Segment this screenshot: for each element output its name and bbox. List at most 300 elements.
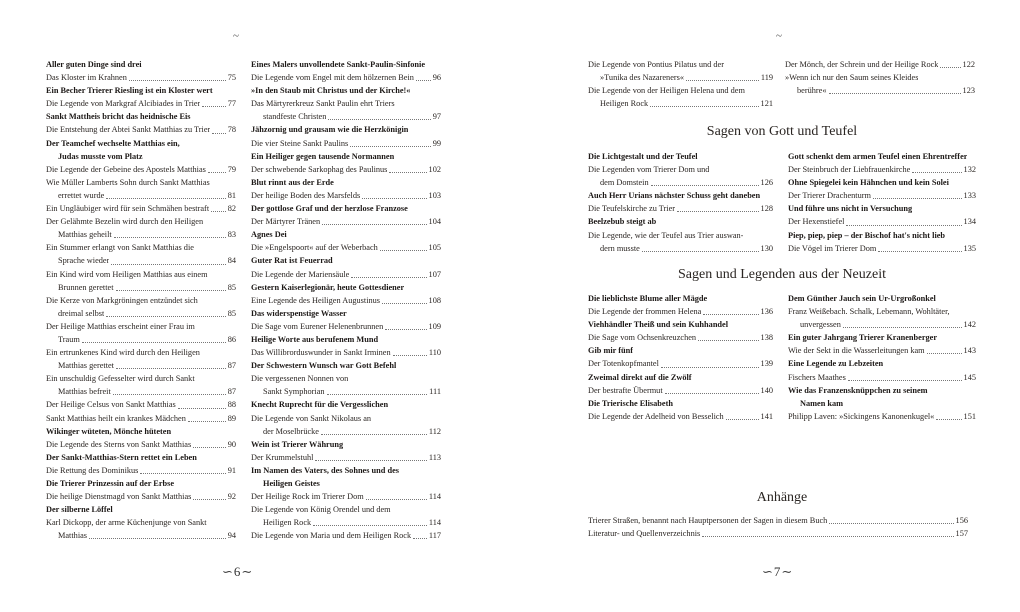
toc-page-number: 157 [955, 529, 968, 539]
toc-page-number: 84 [227, 256, 236, 266]
toc-entry-title: Die Rettung des Dominikus [46, 465, 139, 475]
dot-leader [848, 380, 962, 381]
toc-heading [588, 371, 773, 384]
dot-leader [385, 329, 426, 330]
toc-entry-title: Ein unschuldig Gefesselter wird durch Sankt [46, 374, 195, 384]
toc-heading [46, 84, 236, 97]
toc-entry [588, 305, 773, 318]
toc-entry-title: Der Gelähmte Bezelin wird durch den Heiligen [46, 217, 204, 227]
dot-leader [351, 277, 426, 278]
toc-entry-title: Die Legende von Maria und dem Heiligen Rock [251, 531, 412, 541]
section-title: Anhänge [756, 490, 808, 505]
toc-entry [588, 357, 773, 370]
dot-leader [413, 538, 427, 539]
toc-entry [788, 305, 976, 318]
toc-entry-title: Der Steinbruch der Liebfrauenkirche [788, 165, 911, 175]
toc-page-number: 79 [227, 164, 236, 174]
toc-entry-title: Der Heilige Matthias erscheint einer Frau im [46, 321, 195, 331]
toc-heading [251, 176, 441, 189]
toc-entry-title: Ein ertrunkenes Kind wird durch den Heiligen [46, 348, 200, 358]
toc-entry [251, 189, 441, 202]
toc-page-number: 123 [962, 86, 975, 96]
dot-leader [829, 523, 953, 524]
toc-page-number: 136 [760, 307, 773, 317]
toc-heading [788, 331, 976, 344]
toc-page-number: 133 [963, 191, 976, 201]
toc-page-number: 85 [227, 308, 236, 318]
toc-heading [46, 451, 236, 464]
toc-page-number: 90 [227, 439, 236, 449]
dot-leader [188, 421, 226, 422]
toc-entry-title: Die Legende des Sterns von Sankt Matthias [46, 439, 192, 449]
toc-entry-title: Die »Engelspoort« auf der Weberbach [251, 243, 378, 253]
toc-heading [251, 477, 441, 490]
toc-entry [788, 242, 976, 255]
toc-entry [251, 294, 441, 307]
toc-entry-title: Beelzebub steigt ab [588, 217, 657, 227]
toc-entry-title: Wikinger wüteten, Mönche hüteten [46, 426, 172, 436]
toc-entry-title: Philipp Laven: »Sickingens Kanonenkugel« [788, 411, 935, 421]
toc-entry-title: Matthias [58, 531, 88, 541]
toc-entry-title: Der Trierer Drachenturm [788, 191, 871, 201]
toc-entry [588, 229, 773, 242]
toc-entry-title: Das Märtyrerkreuz Sankt Paulin ehrt Triers [251, 99, 395, 109]
toc-heading [251, 84, 441, 97]
toc-page-number: 77 [227, 99, 236, 109]
dot-leader [327, 394, 428, 395]
toc-entry [788, 410, 976, 423]
toc-heading [588, 215, 773, 228]
dot-leader [912, 172, 961, 173]
dot-leader [328, 119, 430, 120]
toc-entry [46, 464, 236, 477]
toc-page-number: 142 [963, 320, 976, 330]
toc-entry-title: Matthias gerettet [58, 361, 114, 371]
toc-entry-title: Die Legende von Pontius Pilatus und der [588, 60, 724, 69]
toc-entry-title: Die Sage vom Eurener Helenenbrunnen [251, 321, 384, 331]
toc-page-number: 119 [760, 73, 773, 83]
toc-page-number: 114 [428, 492, 441, 502]
toc-entry-title: Gib mir fünf [588, 346, 634, 356]
toc-heading [588, 189, 773, 202]
toc-entry [251, 372, 441, 385]
toc-entry-title: Die Legende von der Heiligen Helena und dem [588, 86, 745, 96]
toc-entry-title: Der gottlose Graf und der herzlose Franzose [251, 204, 408, 214]
toc-entry-title: Ein Ungläubiger wird für sein Schmähen bestraft [46, 204, 210, 214]
toc-entry-title: Eine Legende zu Lebzeiten [788, 359, 884, 369]
toc-entry-title: Das widerspenstige Wasser [251, 308, 347, 318]
dot-leader [129, 80, 226, 81]
toc-heading [588, 397, 773, 410]
toc-entry [46, 385, 236, 398]
toc-page-number: 114 [428, 518, 441, 528]
toc-entry [46, 359, 236, 372]
toc-page-number: 145 [963, 372, 976, 382]
toc-entry-title: Im Namen des Vaters, des Sohnes und des [251, 465, 399, 475]
dot-leader [382, 303, 427, 304]
toc-entry-title: Traum [58, 334, 80, 344]
toc-entry [46, 268, 236, 281]
toc-entry-title: Das Kloster im Krahnen [46, 73, 127, 83]
toc-entry [46, 372, 236, 385]
toc-column [588, 514, 968, 540]
toc-entry [588, 97, 773, 110]
toc-page-number: 108 [428, 295, 441, 305]
toc-entry-title: Der Heilige Rock im Trierer Dom [251, 492, 364, 502]
top-ornament: ~ [776, 30, 782, 42]
toc-entry-title: Dem Günther Jauch sein Ur-Urgroßonkel [788, 294, 936, 303]
dot-leader [846, 225, 961, 226]
dot-leader [380, 250, 427, 251]
toc-entry-title: Der Märtyrer Tränen [251, 217, 321, 227]
toc-entry [46, 228, 236, 241]
dot-leader [927, 353, 962, 354]
toc-entry [46, 241, 236, 254]
toc-entry-title: Und führe uns nicht in Versuchung [788, 204, 913, 214]
toc-entry-title: Der Sankt-Matthias-Stern rettet ein Leben [46, 452, 197, 462]
toc-page-number: 112 [428, 426, 441, 436]
toc-heading [588, 292, 773, 305]
dot-leader [936, 419, 961, 420]
toc-entry-title: »In den Staub mit Christus und der Kirche!« [251, 86, 411, 96]
toc-entry-title: Heiligen Rock [600, 99, 649, 109]
dot-leader [211, 211, 226, 212]
toc-entry-title: Die vier Steine Sankt Paulins [251, 138, 349, 148]
toc-entry [46, 412, 236, 425]
right-page [510, 0, 1020, 612]
dot-leader [315, 460, 426, 461]
toc-entry [788, 189, 976, 202]
toc-entry [46, 202, 236, 215]
dot-leader [178, 408, 226, 409]
toc-entry-title: Der Totenkopfmantel [588, 359, 659, 369]
toc-page-number: 121 [760, 99, 773, 109]
toc-page-number: 109 [428, 321, 441, 331]
toc-entry [251, 529, 441, 542]
toc-entry [251, 516, 441, 529]
toc-page-number: 126 [760, 178, 773, 188]
toc-page-number: 99 [432, 138, 441, 148]
toc-page-number: 132 [963, 165, 976, 175]
section-title: Sagen von Gott und Teufel [706, 124, 858, 139]
toc-entry [251, 451, 441, 464]
page-number: ∽6∼ [222, 564, 254, 579]
dot-leader [873, 198, 962, 199]
toc-heading [788, 176, 976, 189]
dot-leader [313, 525, 427, 526]
toc-heading [588, 150, 773, 163]
toc-entry [46, 176, 236, 189]
dot-leader [389, 172, 426, 173]
toc-entry-title: Die heilige Dienstmagd von Sankt Matthias [46, 492, 192, 502]
dot-leader [661, 367, 759, 368]
toc-entry [46, 307, 236, 320]
toc-page-number: 88 [227, 400, 236, 410]
toc-page-number: 138 [760, 333, 773, 343]
toc-entry [788, 371, 976, 384]
toc-entry [251, 241, 441, 254]
toc-page-number: 86 [227, 334, 236, 344]
toc-entry [46, 71, 236, 84]
dot-leader [111, 264, 225, 265]
toc-entry-title: Franz Weißebach. Schalk, Lebemann, Wohltäter, [788, 307, 950, 317]
toc-heading [788, 384, 976, 397]
toc-entry-title: Der Krummelstuhl [251, 452, 314, 462]
toc-page-number: 130 [760, 243, 773, 253]
toc-entry [46, 398, 236, 411]
toc-entry-title: Judas musste vom Platz [58, 151, 143, 161]
toc-entry [46, 490, 236, 503]
toc-entry [588, 202, 773, 215]
toc-entry-title: Ein Kind wird vom Heiligen Matthias aus einem [46, 269, 208, 279]
toc-page-number: 122 [962, 60, 975, 69]
toc-entry [46, 294, 236, 307]
toc-column [785, 58, 975, 97]
toc-entry [251, 320, 441, 333]
toc-entry [251, 385, 441, 398]
dot-leader [362, 198, 426, 199]
dot-leader [393, 355, 427, 356]
dot-leader [212, 133, 225, 134]
toc-page-number: 81 [227, 190, 236, 200]
toc-entry [46, 254, 236, 267]
toc-entry-title: Matthias geheilt [58, 230, 112, 240]
toc-entry-title: Die Sage vom Ochsenkreuzchen [588, 333, 697, 343]
dot-leader [116, 290, 226, 291]
toc-entry [251, 412, 441, 425]
toc-heading [251, 359, 441, 372]
toc-page-number: 97 [432, 112, 441, 122]
toc-page-number: 110 [428, 348, 441, 358]
toc-entry-title: Ein Heiliger gegen tausende Normannen [251, 151, 395, 161]
toc-entry [46, 438, 236, 451]
toc-entry-title: unvergessen [800, 320, 841, 330]
toc-page-number: 104 [428, 217, 441, 227]
toc-entry-title: Der heilige Boden des Marsfelds [251, 190, 361, 200]
toc-entry [251, 425, 441, 438]
dot-leader [193, 499, 225, 500]
dot-leader [686, 80, 759, 81]
toc-column [788, 150, 976, 255]
toc-entry-title: Die Legende von Sankt Nikolaus an [251, 413, 372, 423]
toc-entry-title: Ohne Spiegelei kein Hähnchen und kein Solei [788, 178, 949, 188]
section-title: Sagen und Legenden aus der Neuzeit [678, 267, 886, 282]
toc-entry-title: Der Teamchef wechselte Matthias ein, [46, 138, 180, 148]
toc-entry-title: dern musste [600, 243, 640, 253]
toc-entry-title: Guter Rat ist Feuerrad [251, 256, 333, 266]
toc-entry-title: Gestern Kaiserlegionär, heute Gottesdiener [251, 282, 405, 292]
toc-heading [46, 137, 236, 150]
toc-entry-title: dem Domstein [600, 178, 649, 188]
toc-page-number: 92 [227, 492, 236, 502]
dot-leader [202, 106, 225, 107]
toc-entry-title: Der bestrafte Übermut [588, 385, 663, 395]
toc-page-number: 113 [428, 452, 441, 462]
toc-heading [46, 477, 236, 490]
toc-entry-title: »Tunika des Nazareners« [600, 73, 685, 83]
toc-entry-title: Die Legende vom Engel mit dem hölzernen Bein [251, 73, 414, 83]
dot-leader [416, 80, 431, 81]
toc-heading [46, 503, 236, 516]
toc-heading [788, 202, 976, 215]
toc-heading [251, 307, 441, 320]
toc-heading [251, 281, 441, 294]
toc-column [46, 58, 236, 542]
toc-entry-title: Der silberne Löffel [46, 505, 113, 515]
toc-entry-title: Sankt Matthias heilt ein krankes Mädchen [46, 413, 186, 423]
dot-leader [651, 185, 759, 186]
toc-column [588, 150, 773, 255]
toc-entry-title: Die Trierische Elisabeth [588, 398, 673, 408]
page-number: ∽7∼ [762, 564, 794, 579]
toc-entry-title: Das Willibrorduswunder in Sankt Irminen [251, 348, 391, 358]
toc-entry-title: Zweimal direkt auf die Zwölf [588, 372, 692, 382]
toc-entry-title: Die Legende, wie der Teufel aus Trier auswan- [588, 230, 744, 240]
top-ornament: ~ [233, 30, 239, 42]
toc-entry [785, 84, 975, 97]
toc-page-number: 107 [428, 269, 441, 279]
dot-leader [642, 251, 759, 252]
toc-entry-title: Trierer Straßen, benannt nach Hauptpersonen der Sagen in diesem Buch [588, 516, 828, 525]
toc-entry-title: Viehhändler Theiß und sein Kuhhandel [588, 320, 729, 330]
toc-entry-title: Die Teufelskirche zu Trier [588, 204, 676, 214]
toc-entry-title: »Wenn ich nur den Saum seines Kleides [785, 73, 919, 83]
toc-entry-title: Wie das Franzensknüppchen zu seinem [788, 385, 928, 395]
toc-entry-title: Heiligen Rock [263, 518, 312, 528]
toc-entry-title: Knecht Ruprecht für die Vergesslichen [251, 400, 389, 410]
toc-entry-title: Die Legende der frommen Helena [588, 307, 702, 317]
toc-entry [588, 71, 773, 84]
toc-entry [788, 215, 976, 228]
toc-page-number: 141 [760, 411, 773, 421]
dot-leader [116, 368, 226, 369]
toc-entry-title: Ein guter Jahrgang Trierer Kranenberger [788, 333, 938, 343]
toc-page-number: 135 [963, 243, 976, 253]
toc-entry-title: Die Lichtgestalt und der Teufel [588, 152, 698, 161]
dot-leader [82, 342, 226, 343]
toc-entry [251, 137, 441, 150]
toc-entry [46, 516, 236, 529]
toc-entry-title: berühre« [797, 86, 827, 96]
toc-entry [788, 344, 976, 357]
toc-page-number: 85 [227, 282, 236, 292]
toc-entry [46, 97, 236, 110]
toc-column [588, 292, 773, 423]
toc-entry [588, 410, 773, 423]
toc-page-number: 94 [227, 531, 236, 541]
dot-leader [677, 211, 758, 212]
toc-entry-title: dreimal selbst [58, 308, 105, 318]
toc-entry [588, 384, 773, 397]
toc-entry-title: Sprache wieder [58, 256, 110, 266]
toc-page-number: 140 [760, 385, 773, 395]
toc-column [588, 58, 773, 110]
toc-entry [46, 333, 236, 346]
toc-heading [46, 425, 236, 438]
toc-entry-title: Sankt Mattheis bricht das heidnische Eis [46, 112, 191, 122]
toc-heading [251, 123, 441, 136]
dot-leader [698, 340, 758, 341]
toc-entry [251, 215, 441, 228]
dot-leader [726, 419, 759, 420]
toc-entry-title: Eines Malers unvollendete Sankt-Paulin-Sinfonie [251, 60, 426, 69]
toc-entry [588, 514, 968, 527]
toc-entry-title: Wie Müller Lamberts Sohn durch Sankt Matthias [46, 177, 210, 187]
toc-entry [251, 346, 441, 359]
toc-page-number: 151 [963, 411, 976, 421]
toc-entry [46, 189, 236, 202]
toc-page-number: 134 [963, 217, 976, 227]
toc-heading [788, 292, 976, 305]
dot-leader [89, 538, 226, 539]
toc-entry-title: Wie der Sekt in die Wasserleitungen kam [788, 346, 925, 356]
toc-entry [251, 163, 441, 176]
toc-entry-title: Eine Legende des Heiligen Augustinus [251, 295, 381, 305]
toc-heading [788, 357, 976, 370]
toc-page-number: 91 [227, 465, 236, 475]
toc-entry [46, 346, 236, 359]
toc-entry [251, 490, 441, 503]
toc-page-number: 128 [760, 204, 773, 214]
toc-entry-title: Heiligen Geistes [263, 479, 320, 488]
toc-entry-title: Matthias befreit [58, 387, 111, 397]
toc-column [251, 58, 441, 542]
toc-entry [251, 97, 441, 110]
dot-leader [193, 447, 226, 448]
toc-entry-title: Ein Stummer erlangt von Sankt Matthias die [46, 243, 194, 253]
toc-entry [251, 503, 441, 516]
toc-page-number: 87 [227, 387, 236, 397]
toc-entry-title: Gott schenkt dem armen Teufel einen Ehrentreffer [788, 152, 968, 161]
toc-heading [251, 202, 441, 215]
toc-entry-title: Der Mönch, der Schrein und der Heilige Rock [785, 60, 939, 69]
toc-entry-title: Die Legende der Mariensäule [251, 269, 350, 279]
dot-leader [940, 67, 960, 68]
toc-heading [251, 254, 441, 267]
dot-leader [321, 434, 427, 435]
toc-entry-title: Wein ist Trierer Währung [251, 439, 344, 449]
toc-entry [46, 163, 236, 176]
toc-page-number: 78 [227, 125, 236, 135]
toc-entry-title: Heilige Worte aus berufenem Mund [251, 334, 379, 344]
dot-leader [114, 237, 226, 238]
toc-entry-title: Literatur- und Quellenverzeichnis [588, 529, 701, 539]
dot-leader [366, 499, 427, 500]
toc-entry-title: Die Legende von Markgraf Alcibiades in Trier [46, 99, 201, 109]
toc-heading [251, 438, 441, 451]
toc-entry-title: Die Entstehung der Abtei Sankt Matthias zu Trier [46, 125, 211, 135]
toc-page-number: 103 [428, 190, 441, 200]
toc-heading [788, 229, 976, 242]
toc-entry [251, 110, 441, 123]
toc-heading [588, 318, 773, 331]
toc-entry-title: Die vergessenen Nonnen von [251, 374, 349, 384]
dot-leader [208, 172, 226, 173]
toc-entry-title: Karl Dickopp, der arme Küchenjunge von Sankt [46, 518, 207, 528]
toc-page-number: 82 [227, 204, 236, 214]
toc-entry-title: Der Heilige Celsus von Sankt Matthias [46, 400, 176, 410]
dot-leader [106, 316, 225, 317]
toc-entry-title: Die Legenden vom Trierer Dom und [588, 165, 710, 175]
toc-entry-title: Fischers Maathes [788, 372, 846, 382]
toc-heading [788, 150, 976, 163]
dot-leader [113, 394, 226, 395]
dot-leader [703, 314, 758, 315]
toc-page-number: 156 [955, 516, 968, 525]
toc-entry [251, 268, 441, 281]
toc-entry [46, 123, 236, 136]
toc-page-number: 117 [428, 531, 441, 541]
